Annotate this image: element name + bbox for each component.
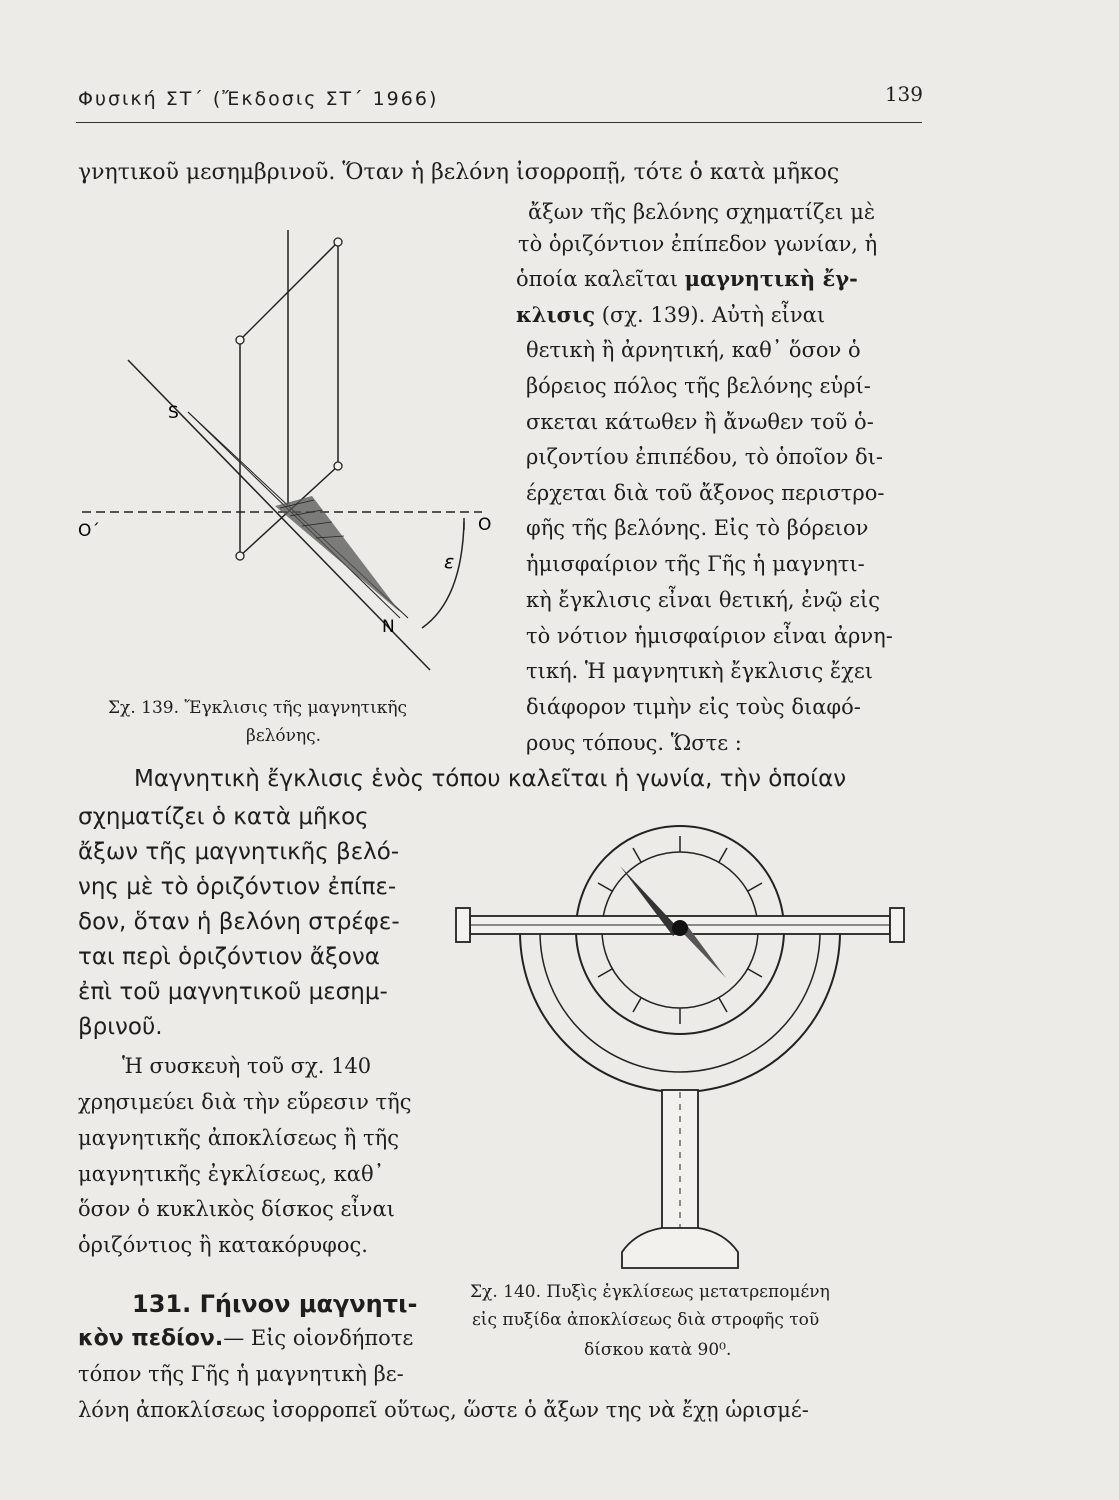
- device-paragraph-line: χρησιμεύει διὰ τὴν εὕρεσιν τῆς: [78, 1090, 412, 1114]
- needle-pivot: [672, 920, 688, 936]
- semicircle-support-inner: [540, 932, 820, 1072]
- label-epsilon: ε: [444, 551, 455, 573]
- definition-line: ἐπὶ τοῦ μαγνητικοῦ μεσημ-: [78, 979, 388, 1005]
- running-header: Φυσική ΣΤ΄ (Ἔκδοσις ΣΤ΄ 1966): [78, 88, 439, 110]
- term-magnetic-dip: μαγνητικὴ ἔγ-: [684, 266, 858, 291]
- label-south: S: [168, 403, 179, 423]
- figure-140-caption-cont: εἰς πυξίδα ἀποκλίσεως διὰ στροφῆς τοῦ: [472, 1310, 820, 1330]
- figure-140-caption-end: δίσκου κατὰ 90⁰.: [584, 1340, 732, 1360]
- pivot-ring: [334, 462, 342, 470]
- right-col-line: φῆς τῆς βελόνης. Εἰς τὸ βόρειον: [526, 516, 869, 540]
- right-col-line: σκεται κάτωθεν ἢ ἄνωθεν τοῦ ὁ-: [526, 410, 874, 434]
- right-col-line: ριζοντίου ἐπιπέδου, τὸ ὁποῖον δι-: [526, 445, 884, 469]
- device-paragraph-line: Ἡ συσκευὴ τοῦ σχ. 140: [122, 1054, 372, 1078]
- right-col-line: κὴ ἔγκλισις εἶναι θετική, ἐνῷ εἰς: [526, 588, 880, 612]
- label-o-left: O΄: [78, 521, 100, 541]
- definition-first-line: Μαγνητικὴ ἔγκλισις ἑνὸς τόπου καλεῖται ἡ γωνία, τὴν ὁποίαν: [134, 766, 847, 792]
- right-col-text: ὁποία καλεῖται: [516, 267, 678, 291]
- label-o-right: O: [478, 515, 492, 535]
- definition-line: δον, ὅταν ἡ βελόνη στρέφε-: [78, 909, 400, 935]
- right-col-line: τὸ νότιον ἡμισφαίριον εἶναι ἀρνη-: [526, 624, 893, 648]
- label-north: N: [382, 617, 395, 637]
- figure-139-dip-diagram: [70, 200, 510, 700]
- axis-end-cap-left: [456, 908, 470, 942]
- right-col-line: τὸ ὁριζόντιον ἐπίπεδον γωνίαν, ἡ: [518, 232, 878, 256]
- right-col-line: ρους τόπους. Ὥστε :: [526, 731, 742, 755]
- definition-line: νης μὲ τὸ ὁριζόντιον ἐπίπε-: [78, 874, 397, 900]
- right-col-line: θετικὴ ἢ ἀρνητική, καθ᾽ ὅσον ὁ: [526, 338, 861, 362]
- right-col-line: διάφορον τιμὴν εἰς τοὺς διαφό-: [526, 695, 861, 719]
- right-col-line: έρχεται διὰ τοῦ ἄξονος περιστρο-: [526, 481, 885, 505]
- figure-139-caption-cont: βελόνης.: [246, 726, 322, 746]
- right-col-line: ἄξων τῆς βελόνης σχηματίζει μὲ: [528, 200, 876, 224]
- section-line: τόπον τῆς Γῆς ἡ μαγνητικὴ βε-: [78, 1362, 404, 1386]
- figure-140-dip-compass: [440, 820, 920, 1280]
- section-text: — Εἰς οἱονδήποτε: [223, 1326, 414, 1350]
- pivot-ring: [236, 336, 244, 344]
- section-line: λόνη ἀποκλίσεως ἰσορροπεῖ οὕτως, ὥστε ὁ ἄξων της νὰ ἔχῃ ὡρισμέ-: [78, 1398, 809, 1422]
- device-paragraph-line: μαγνητικῆς ἐγκλίσεως, καθ᾽: [78, 1162, 385, 1186]
- right-col-line: βόρειος πόλος τῆς βελόνης εὑρί-: [526, 374, 871, 398]
- section-heading: 131. Γήινον μαγνητι-: [132, 1290, 418, 1318]
- device-paragraph-line: ὅσον ὁ κυκλικὸς δίσκος εἶναι: [78, 1197, 395, 1221]
- figure-140-caption: Σχ. 140. Πυξὶς ἐγκλίσεως μετατρεπομένη: [470, 1282, 830, 1302]
- figure-139-caption: Σχ. 139. Ἔγκλισις τῆς μαγνητικῆς: [108, 698, 408, 718]
- needle-hatched-region: [275, 496, 400, 612]
- pivot-ring: [236, 552, 244, 560]
- frame-upper-diagonal: [240, 242, 338, 340]
- right-col-line: [516, 268, 858, 290]
- device-paragraph-line: μαγνητικῆς ἀποκλίσεως ἢ τῆς: [78, 1126, 400, 1150]
- intro-line: γνητικοῦ μεσημβρινοῦ. Ὅταν ἡ βελόνη ἰσορροπῇ, τότε ὁ κατὰ μῆκος: [78, 160, 840, 185]
- definition-line: σχηματίζει ὁ κατὰ μῆκος: [78, 804, 369, 830]
- pivot-ring: [334, 238, 342, 246]
- page-number: 139: [884, 82, 923, 106]
- term-magnetic-dip-end: κλισις: [516, 302, 596, 327]
- section-line: [78, 1328, 413, 1350]
- right-col-line: ἡμισφαίριον τῆς Γῆς ἡ μαγνητι-: [526, 552, 865, 576]
- axis-end-cap-right: [890, 908, 904, 942]
- stand-base: [622, 1228, 738, 1268]
- definition-line: ται περὶ ὁριζόντιον ἄξονα: [78, 944, 380, 970]
- right-col-text: (σχ. 139). Αὐτὴ εἶναι: [601, 303, 826, 327]
- header-rule: [76, 122, 922, 123]
- definition-line: βρινοῦ.: [78, 1014, 163, 1040]
- section-heading-cont: κὸν πεδίον.: [78, 1326, 224, 1351]
- stand-stem: [662, 1090, 698, 1232]
- right-col-line: τική. Ἡ μαγνητικὴ ἔγκλισις ἔχει: [526, 659, 873, 683]
- dip-angle-arc: [422, 522, 464, 628]
- right-col-line: [516, 304, 825, 326]
- device-paragraph-line: ὁριζόντιος ἢ κατακόρυφος.: [78, 1233, 368, 1257]
- definition-line: ἄξων τῆς μαγνητικῆς βελό-: [78, 839, 400, 865]
